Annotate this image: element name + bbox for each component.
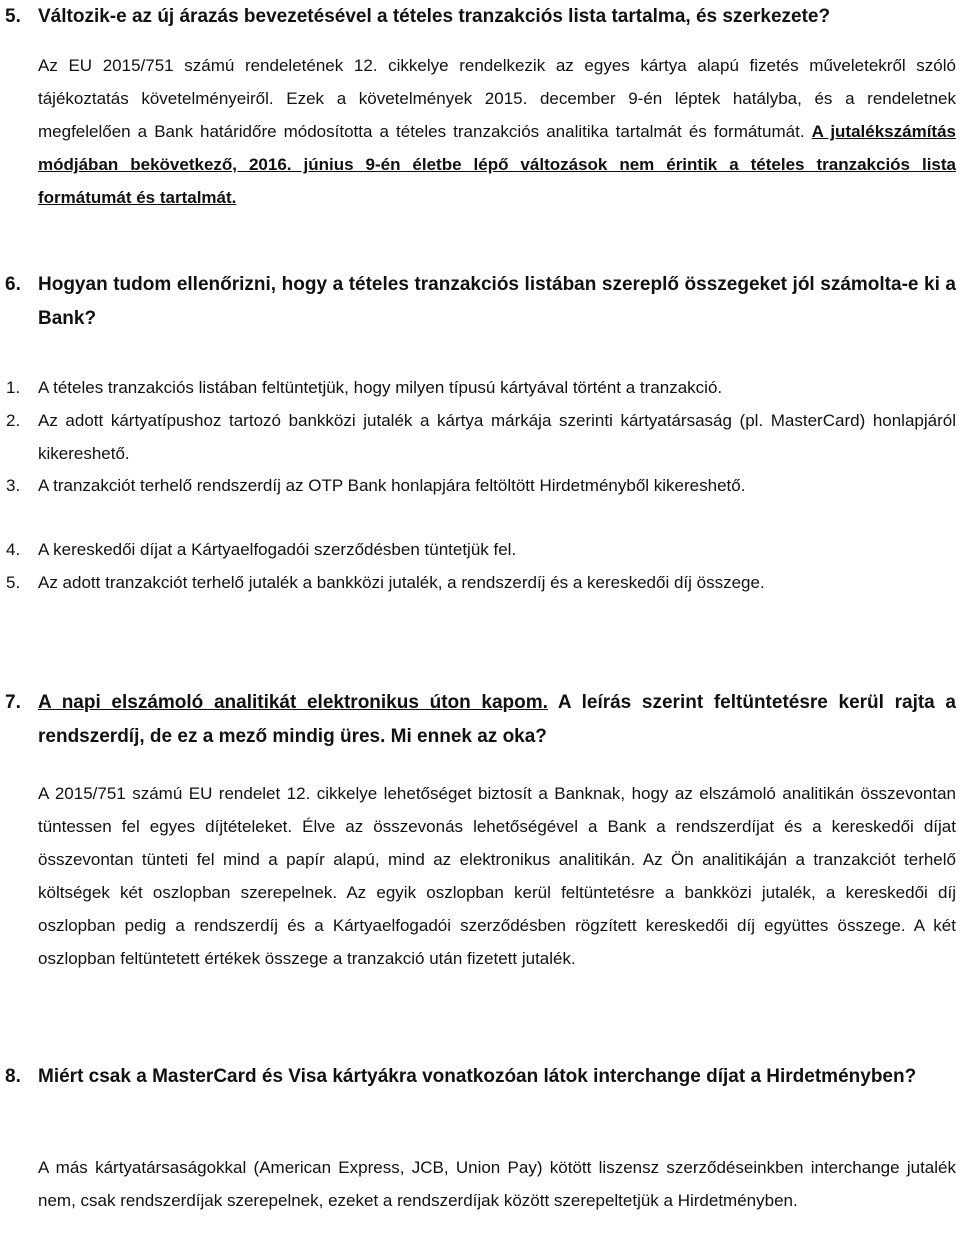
question-7-answer-text: A 2015/751 számú EU rendelet 12. cikkelye lehetőséget biztosít a Banknak, hogy az elszámoló analitikán összevontan tüntessen fel egyes díjtételeket. Élve az összevonás lehetőségével a Bank a rendszerdíjat és a kereskedői díjat összevontan tünteti fel mind a papír alapú, mind az elektronikus analitikán. Az Ön analitikáján a tranzakciót terhelő költségek két oszlopban szerepelnek. Az egyik oszlopban kerül feltüntetésre a bankközi jutalék, a kereskedői díj oszlopban pedig a rendszerdíj és a Kártyaelfogadói szerződésben rögzített kereskedői díj együttes összege. A két oszlopban feltüntetett értékek összege a tranzakció után fizetett jutalék. [38,784,956,968]
list-item-text: A kereskedői díjat a Kártyaelfogadói szerződésben tüntetjük fel. [38,540,517,559]
question-5-heading [5,0,956,34]
question-7-title-underlined: A napi elszámoló analitikát elektronikus úton kapom. [38,692,548,713]
question-6-number: 6. [5,274,21,295]
question-5-answer-highlight: A jutalékszámítás módjában bekövetkező, 2016. június 9-én életbe lépő változások nem érintik a tételes tranzakciós lista formátumát és tartalmát. [38,122,956,207]
list-item-number: 1. [6,378,21,397]
question-7-answer [38,777,956,975]
question-5-answer-text: Az EU 2015/751 számú rendeletének 12. cikkelye rendelkezik az egyes kártya alapú fizetés műveletekről szóló tájékoztatás követelményeiről. Ezek a követelmények 2015. december 9-én léptek hatályba, és a rendeletnek megfelelően a Bank határidőre módosította a tételes tranzakciós analitika tartalmát és formátumát. [38,56,956,141]
question-8-answer-text: A más kártyatársaságokkal (American Express, JCB, Union Pay) kötött liszensz szerződéseinkben interchange jutalék nem, csak rendszerdíjak szerepelnek, ezeket a rendszerdíjak között szerepeltetjük a Hirdetményben. [38,1158,956,1210]
question-6-list-item [6,533,956,566]
question-8-answer [38,1151,956,1217]
question-7-number: 7. [5,692,21,713]
question-6-list-item [6,371,956,404]
question-7-heading [5,686,956,754]
question-6-list-item [6,404,956,470]
list-item-text: A tranzakciót terhelő rendszerdíj az OTP Bank honlapjára feltöltött Hirdetményből kikereshető. [38,476,746,495]
question-8-number: 8. [5,1066,21,1087]
list-item-text: A tételes tranzakciós listában feltüntetjük, hogy milyen típusú kártyával történt a tranzakció. [38,378,723,397]
question-8-heading [5,1060,956,1094]
question-6-heading [5,268,956,336]
list-item-text: Az adott tranzakciót terhelő jutalék a bankközi jutalék, a rendszerdíj és a kereskedői díj összege. [38,573,765,592]
question-6-title: Hogyan tudom ellenőrizni, hogy a tételes tranzakciós listában szereplő összegeket jól számolta-e ki a Bank? [38,274,956,329]
question-5-number: 5. [5,6,21,27]
question-6-list-item [6,469,956,502]
question-7-title-rest: A leírás szerint feltüntetésre kerül rajta a rendszerdíj, de ez a mező mindig üres. Mi ennek az oka? [38,692,956,747]
list-item-text: Az adott kártyatípushoz tartozó bankközi jutalék a kártya márkája szerinti kártyatársaság (pl. MasterCard) honlapjáról kikereshető. [38,411,956,463]
list-item-number: 5. [6,573,21,592]
list-item-number: 2. [6,411,21,430]
question-5-title: Változik-e az új árazás bevezetésével a tételes tranzakciós lista tartalma, és szerkezete? [38,6,831,27]
list-item-number: 3. [6,476,21,495]
question-5-answer [38,49,956,214]
list-item-number: 4. [6,540,21,559]
question-8-title: Miért csak a MasterCard és Visa kártyákra vonatkozóan látok interchange díjat a Hirdetményben? [38,1066,917,1087]
question-6-list-item [6,566,956,599]
